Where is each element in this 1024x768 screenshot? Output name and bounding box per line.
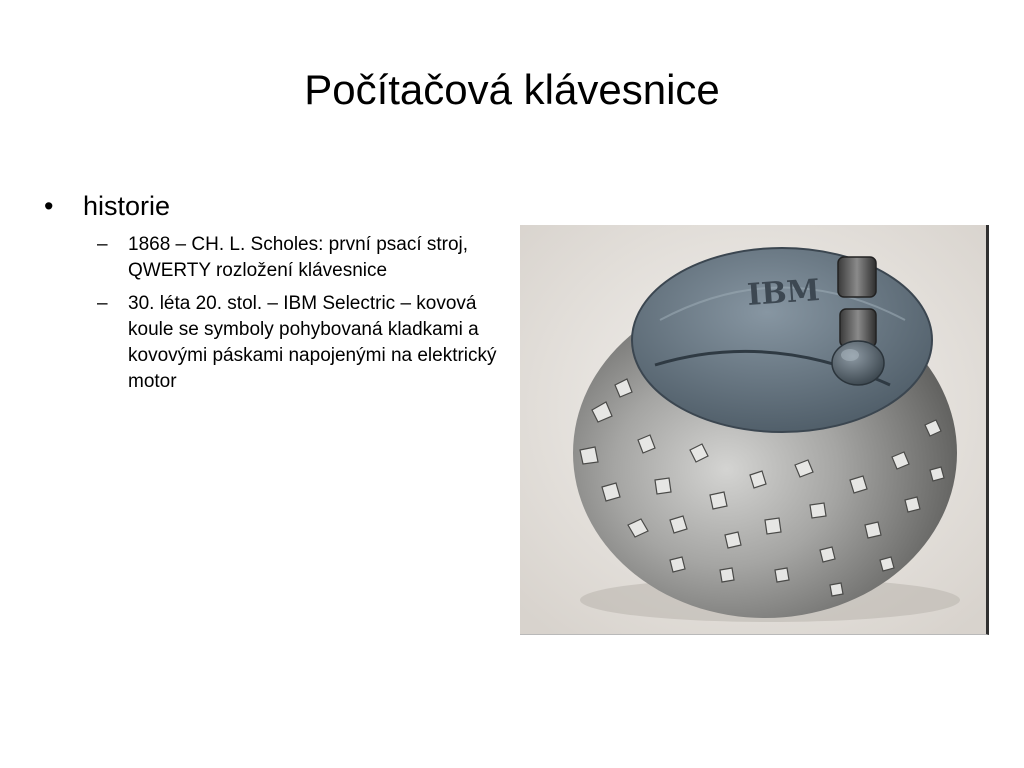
bullet-marker: • (44, 191, 54, 221)
typeball-illustration (520, 225, 986, 634)
slide-title: Počítačová klávesnice (304, 66, 720, 113)
typeball-photo (520, 225, 989, 635)
bullet-item-historie (44, 188, 504, 224)
bullet-text: historie (83, 191, 171, 221)
bullet-list (44, 188, 504, 402)
ibm-imprint: IBM (746, 273, 821, 313)
cap-knob (832, 341, 884, 385)
sub-bullet-scholes (97, 232, 504, 284)
sub-bullet-text: 1868 – CH. L. Scholes: první psací stroj, QWERTY rozložení klávesnice (128, 234, 469, 281)
typeball-cap (632, 248, 932, 432)
dash-marker: – (97, 234, 108, 255)
sub-bullet-text: 30. léta 20. stol. – IBM Selectric – kovová koule se symboly pohybovaná kladkami a kovovými páskami napojenými na elektrický motor (128, 293, 497, 392)
dash-marker: – (97, 293, 108, 314)
sub-bullet-selectric (97, 291, 504, 395)
sub-bullet-list (97, 232, 504, 395)
knob-highlight (841, 349, 859, 361)
